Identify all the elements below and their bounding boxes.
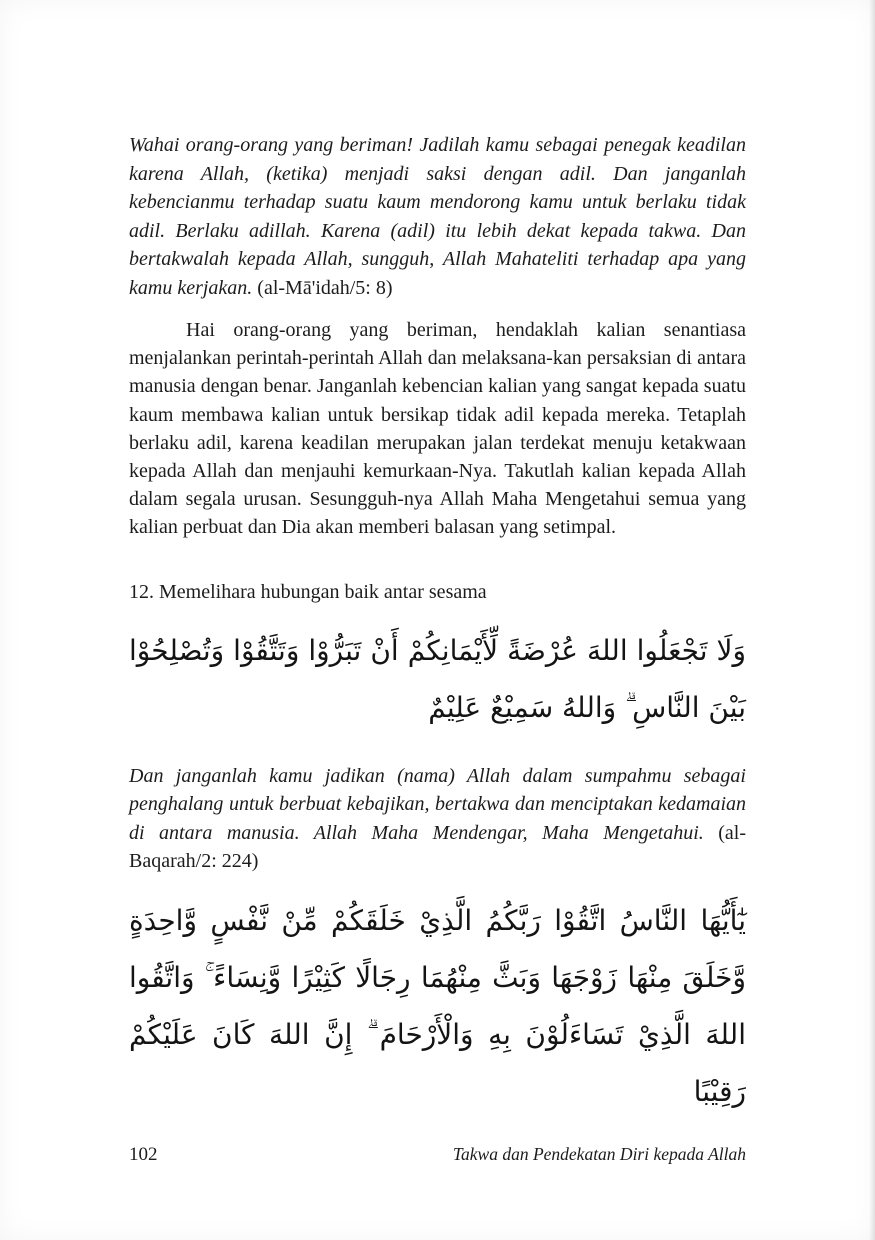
verse-translation-baqarah-text: Dan janganlah kamu jadikan (nama) Allah dalam sumpahmu sebagai penghalang untuk berbuat kebajikan, bertakwa dan menciptakan kedamaian di antara manusia. Allah Maha Mendengar, Maha Mengetahui.	[129, 764, 746, 844]
verse-translation-maidah-text: Wahai orang-orang yang beriman! Jadilah kamu sebagai penegak keadilan karena Allah, (ketika) menjadi saksi dengan adil. Dan janganlah kebencianmu terhadap suatu kaum mendorong kamu untuk berlaku tidak adil. Berlaku adillah. Karena (adil) itu lebih dekat kepada takwa. Dan bertakwalah kepada Allah, sungguh, Allah Mahateliti terhadap apa yang kamu kerjakan.	[129, 134, 746, 299]
tafsir-paragraph: Hai orang-orang yang beriman, hendaklah kalian senantiasa menjalankan perintah-perintah Allah dan melaksana-kan persaksian di antara manusia dengan benar. Janganlah kebencian kalian yang sangat kepada suatu kaum membawa kalian untuk bersikap tidak adil kepada mereka. Tetaplah berlaku adil, karena keadilan merupakan jalan terdekat menuju ketakwaan kepada Allah dan menjauhi kemurkaan-Nya. Takutlah kalian kepada Allah dalam segala urusan. Sesungguh-nya Allah Maha Mengetahui semua yang kalian perbuat dan Dia akan memberi balasan yang setimpal.	[129, 319, 746, 539]
verse-reference-maidah: (al-Mā'idah/5: 8)	[257, 276, 393, 299]
page-content	[129, 131, 746, 1120]
verse-translation-baqarah	[129, 762, 746, 876]
page-number: 102	[129, 1144, 158, 1165]
verse-translation-maidah	[129, 131, 746, 302]
arabic-verse-baqarah-224: وَلَا تَجْعَلُوا اللهَ عُرْضَةً لِّأَيْمَانِكُمْ أَنْ تَبَرُّوْا وَتَتَّقُوْا وَتُصْلِحُوْا بَيْنَ النَّاسِ ۗ وَاللهُ سَمِيْعٌ عَلِيْمٌ	[129, 633, 746, 724]
section-heading: 12. Memelihara hubungan baik antar sesama	[129, 580, 487, 603]
page-footer	[129, 1144, 746, 1166]
arabic-verse-nisa-1: يٰٓأَيُّهَا النَّاسُ اتَّقُوْا رَبَّكُمُ الَّذِيْ خَلَقَكُمْ مِّنْ نَّفْسٍ وَّاحِدَةٍ وَّخَلَقَ مِنْهَا زَوْجَهَا وَبَثَّ مِنْهُمَا رِجَالًا كَثِيْرًا وَّنِسَاءً ۚ وَاتَّقُوا اللهَ الَّذِيْ تَسَاءَلُوْنَ بِهِ وَالْأَرْحَامَ ۗ إِنَّ اللهَ كَانَ عَلَيْكُمْ رَقِيْبًا	[129, 903, 746, 1108]
verse-reference-baqarah: (al-Baqarah/2: 224)	[129, 821, 746, 873]
running-title: Takwa dan Pendekatan Diri kepada Allah	[452, 1144, 746, 1164]
